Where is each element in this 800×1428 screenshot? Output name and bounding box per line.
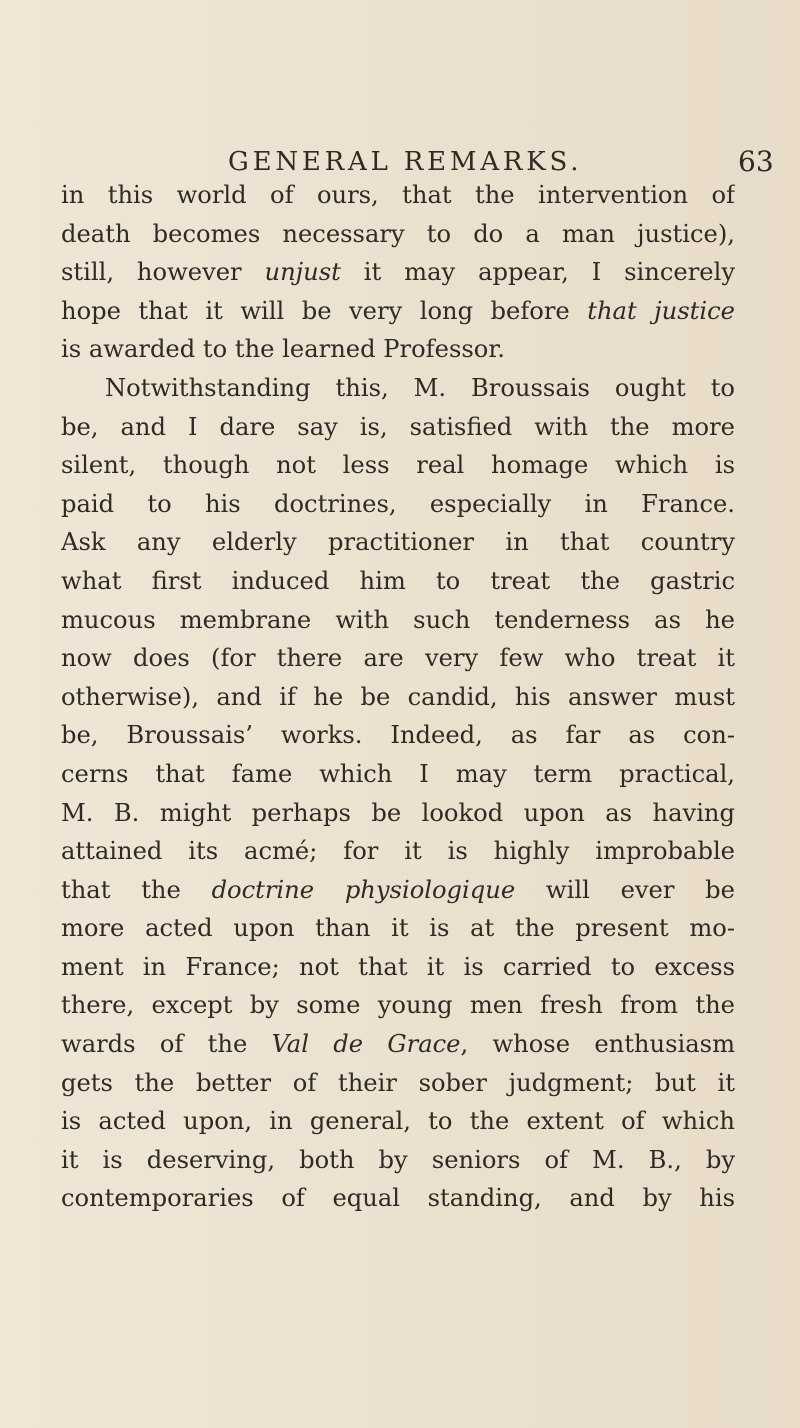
text-line: [61, 215, 735, 254]
text-line: [61, 562, 735, 601]
text-line: [61, 485, 735, 524]
text-line: [61, 794, 735, 833]
text-segment: is acted upon, in general, to the extent of which: [61, 1107, 735, 1136]
text-segment: wards of the: [61, 1030, 272, 1059]
text-line: [61, 523, 735, 562]
text-segment: now does (for there are very few who treat it: [61, 644, 735, 673]
text-line: [61, 832, 735, 871]
text-line: [61, 1064, 735, 1103]
italic-phrase: unjust: [264, 258, 341, 287]
text-line: [61, 639, 735, 678]
text-line: [61, 948, 735, 987]
text-line: [61, 755, 735, 794]
body-text: [61, 176, 735, 1218]
text-line: [61, 408, 735, 447]
italic-phrase: Val de Grace: [271, 1030, 461, 1059]
text-segment: there, except by some young men fresh from the: [61, 991, 735, 1020]
text-segment: be, and I dare say is, satisfied with the more: [61, 412, 735, 441]
text-line: [61, 986, 735, 1025]
text-line: [61, 1141, 735, 1180]
page-number: 63: [738, 145, 774, 178]
text-segment: in this world of ours, that the intervention of: [61, 181, 735, 209]
italic-phrase: that justice: [587, 296, 735, 325]
text-line: [61, 1102, 735, 1141]
text-line: [61, 909, 735, 948]
text-segment: it may appear, I sincerely: [340, 258, 735, 287]
italic-phrase: doctrine physiologique: [211, 875, 516, 904]
text-segment: mucous membrane with such tenderness as he: [61, 605, 735, 634]
text-segment: attained its acmé; for it is highly improbable: [61, 837, 735, 866]
text-segment: more acted upon than it is at the present mo-: [61, 914, 735, 943]
text-segment: M. B. might perhaps be lookod upon as having: [61, 798, 735, 827]
text-segment: gets the better of their sober judgment; but it: [61, 1068, 735, 1097]
text-line: [61, 1179, 735, 1218]
text-line: [61, 253, 735, 292]
text-line: [61, 678, 735, 717]
text-segment: paid to his doctrines, especially in France.: [61, 489, 735, 518]
text-line: [61, 330, 735, 369]
text-segment: death becomes necessary to do a man justice),: [61, 219, 735, 248]
text-line: [61, 871, 735, 910]
text-line: [61, 446, 735, 485]
text-segment: still, however: [61, 258, 265, 287]
text-segment: otherwise), and if he be candid, his answer must: [61, 682, 735, 711]
text-segment: is awarded to the learned Professor.: [61, 335, 505, 364]
text-line: [61, 716, 735, 755]
running-title: GENERAL REMARKS.: [228, 147, 583, 177]
text-segment: , whose enthusiasm: [460, 1030, 735, 1059]
text-line: [61, 601, 735, 640]
text-line: [61, 1025, 735, 1064]
text-segment: cerns that fame which I may term practical,: [61, 759, 735, 788]
text-line: [61, 369, 735, 408]
text-segment: hope that it will be very long before: [61, 296, 588, 325]
text-segment: be, Broussais’ works. Indeed, as far as con-: [61, 721, 735, 750]
text-segment: Ask any elderly practitioner in that country: [61, 528, 735, 557]
text-line: [61, 292, 735, 331]
text-segment: what first induced him to treat the gastric: [61, 566, 735, 595]
text-segment: contemporaries of equal standing, and by his: [61, 1184, 735, 1213]
text-line: [61, 176, 735, 215]
text-segment: it is deserving, both by seniors of M. B., by: [61, 1145, 735, 1174]
text-segment: will ever be: [515, 875, 735, 904]
text-segment: silent, though not less real homage which is: [61, 451, 735, 480]
text-segment: that the: [61, 875, 212, 904]
text-segment: ment in France; not that it is carried to excess: [61, 952, 735, 981]
text-segment: Notwithstanding this, M. Broussais ought to: [105, 373, 735, 402]
